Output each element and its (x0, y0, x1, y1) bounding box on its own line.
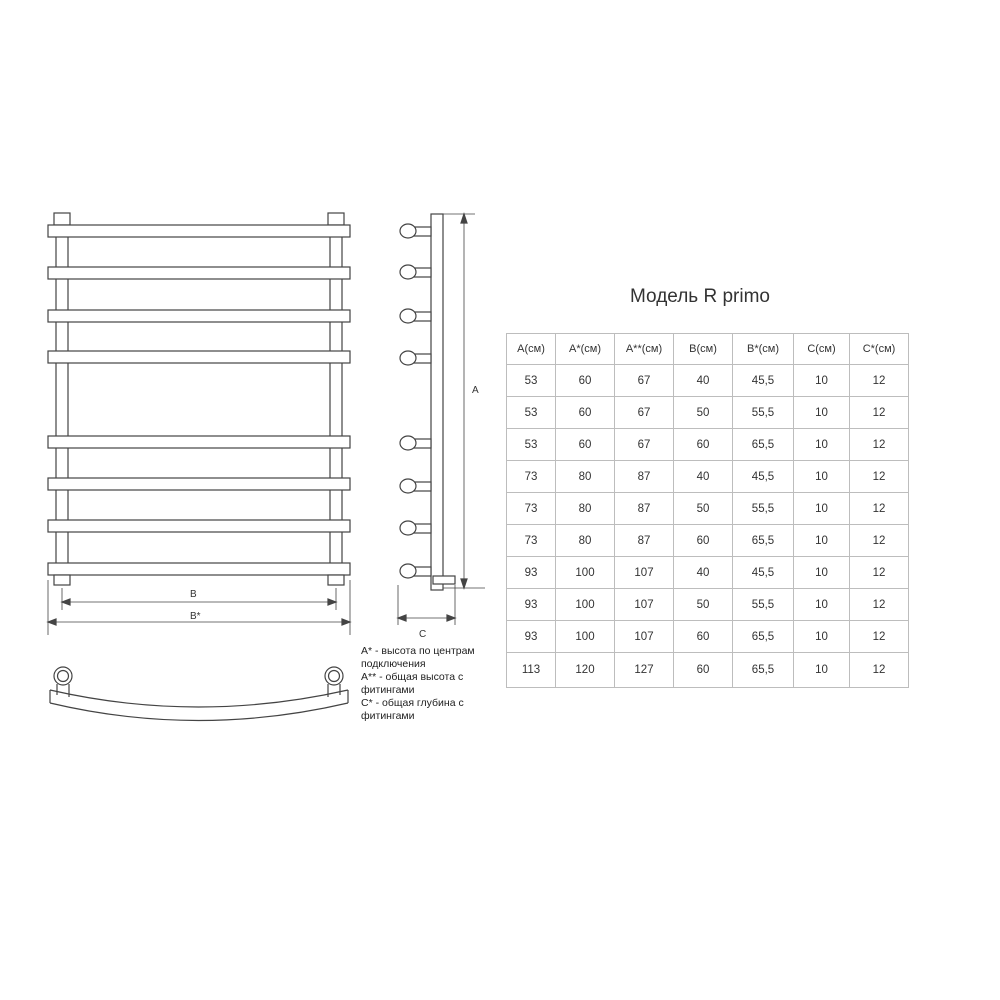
table-cell: 60 (674, 429, 733, 461)
table-cell: 120 (556, 653, 615, 688)
table-row (507, 621, 909, 653)
table-cell: 53 (507, 397, 556, 429)
table-cell: 87 (615, 461, 674, 493)
table-cell: 65,5 (733, 525, 794, 557)
table-cell: 53 (507, 429, 556, 461)
table-cell: 67 (615, 365, 674, 397)
table-header-row (507, 334, 909, 365)
table-cell: 10 (794, 493, 850, 525)
col-header: C*(см) (850, 334, 909, 365)
dim-a-label: A (472, 385, 479, 396)
table-cell: 87 (615, 493, 674, 525)
table-cell: 60 (556, 397, 615, 429)
table-cell: 12 (850, 653, 909, 688)
table-cell: 73 (507, 461, 556, 493)
table-row (507, 653, 909, 688)
note-c-star: C* - общая глубина с фитингами (361, 697, 464, 722)
col-header: B*(см) (733, 334, 794, 365)
table-cell: 73 (507, 525, 556, 557)
table-cell: 12 (850, 493, 909, 525)
table-cell: 107 (615, 589, 674, 621)
table-cell: 93 (507, 621, 556, 653)
top-view (50, 667, 348, 721)
table-cell: 100 (556, 621, 615, 653)
table-cell: 67 (615, 429, 674, 461)
table-cell: 10 (794, 621, 850, 653)
table-cell: 10 (794, 397, 850, 429)
table-cell: 10 (794, 525, 850, 557)
front-view (48, 213, 350, 635)
table-cell: 45,5 (733, 461, 794, 493)
table-cell: 45,5 (733, 365, 794, 397)
col-header: A*(см) (556, 334, 615, 365)
table-cell: 45,5 (733, 557, 794, 589)
table-cell: 12 (850, 621, 909, 653)
table-cell: 65,5 (733, 653, 794, 688)
table-cell: 10 (794, 365, 850, 397)
table-cell: 87 (615, 525, 674, 557)
side-view (398, 214, 485, 640)
table-cell: 55,5 (733, 589, 794, 621)
table-cell: 80 (556, 493, 615, 525)
table-cell: 65,5 (733, 429, 794, 461)
table-cell: 80 (556, 461, 615, 493)
table-cell: 12 (850, 397, 909, 429)
table-cell: 12 (850, 589, 909, 621)
table-cell: 73 (507, 493, 556, 525)
dim-b-label: B (190, 589, 197, 600)
table-cell: 100 (556, 557, 615, 589)
table-cell: 93 (507, 557, 556, 589)
table-row (507, 525, 909, 557)
table-row (507, 461, 909, 493)
col-header: B(см) (674, 334, 733, 365)
table-row (507, 429, 909, 461)
table-row (507, 557, 909, 589)
table-cell: 50 (674, 397, 733, 429)
note-a-star: A* - высота по центрам подключения (361, 645, 475, 670)
table-cell: 10 (794, 429, 850, 461)
note-a-double-star: A** - общая высота с фитингами (361, 671, 464, 696)
table-cell: 60 (556, 429, 615, 461)
dim-c-label: C (419, 629, 427, 640)
table-cell: 60 (674, 621, 733, 653)
table-cell: 12 (850, 557, 909, 589)
table-cell: 60 (674, 653, 733, 688)
table-cell: 40 (674, 365, 733, 397)
table-cell: 53 (507, 365, 556, 397)
notes (361, 645, 501, 723)
col-header: A(см) (507, 334, 556, 365)
table-cell: 107 (615, 557, 674, 589)
page-title: Модель R primo (630, 286, 770, 307)
table-row (507, 493, 909, 525)
col-header: C(см) (794, 334, 850, 365)
table-cell: 10 (794, 589, 850, 621)
table-cell: 10 (794, 653, 850, 688)
table-row (507, 397, 909, 429)
dim-b-star-label: B* (190, 611, 201, 622)
table-cell: 113 (507, 653, 556, 688)
table-cell: 10 (794, 557, 850, 589)
table-cell: 55,5 (733, 493, 794, 525)
table-cell: 12 (850, 525, 909, 557)
col-header: A**(см) (615, 334, 674, 365)
table-cell: 93 (507, 589, 556, 621)
table-cell: 80 (556, 525, 615, 557)
table-cell: 65,5 (733, 621, 794, 653)
table-cell: 12 (850, 461, 909, 493)
table-cell: 10 (794, 461, 850, 493)
table-cell: 100 (556, 589, 615, 621)
spec-table (506, 333, 909, 688)
table-cell: 55,5 (733, 397, 794, 429)
table-cell: 67 (615, 397, 674, 429)
table-cell: 60 (674, 525, 733, 557)
table-row (507, 365, 909, 397)
table-cell: 127 (615, 653, 674, 688)
table-cell: 12 (850, 429, 909, 461)
table-cell: 50 (674, 589, 733, 621)
table-row (507, 589, 909, 621)
table-cell: 40 (674, 557, 733, 589)
table-cell: 107 (615, 621, 674, 653)
table-cell: 60 (556, 365, 615, 397)
table-cell: 50 (674, 493, 733, 525)
table-cell: 12 (850, 365, 909, 397)
table-cell: 40 (674, 461, 733, 493)
